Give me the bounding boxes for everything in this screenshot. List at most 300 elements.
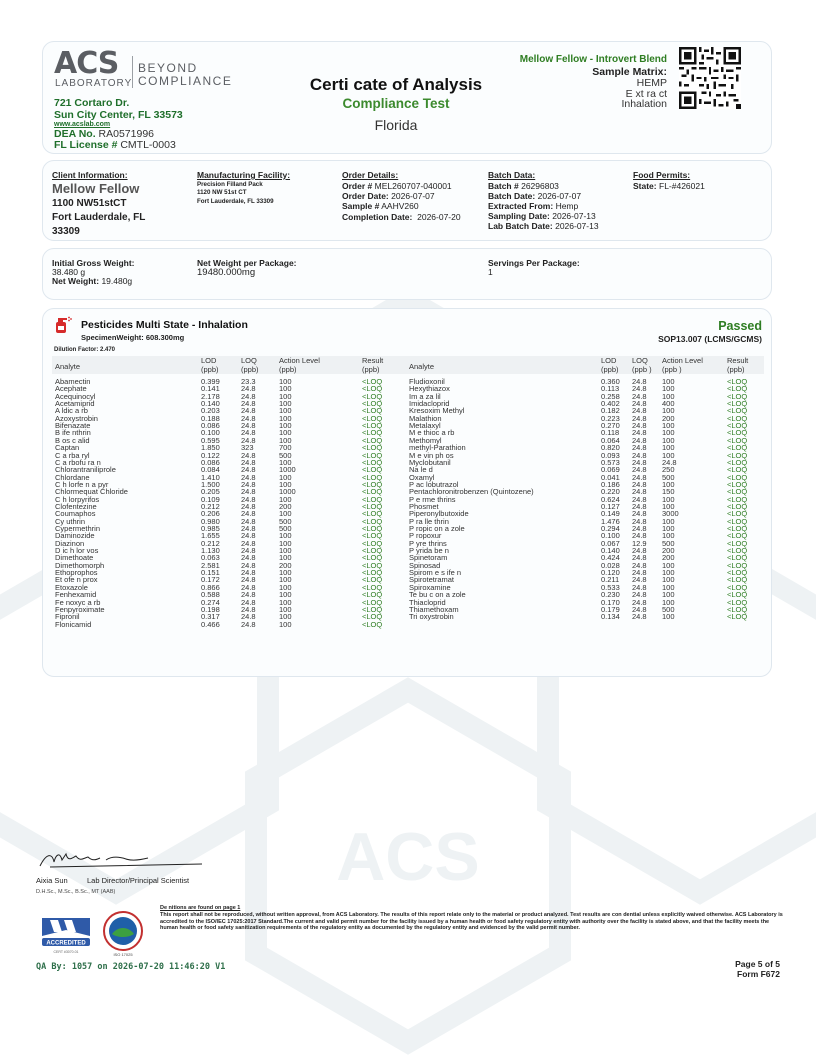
action-level-cell: 100 [662, 516, 675, 526]
loq-cell: 24.8 [241, 531, 256, 541]
table-row [0, 613, 816, 620]
weights-box [42, 248, 772, 300]
action-level-cell: 150 [662, 487, 675, 497]
result-cell: <LOQ [727, 384, 748, 394]
result-cell: <LOQ [727, 546, 748, 556]
analyte-cell: Fe noxyc a rb [55, 597, 101, 607]
loq-cell: 24.8 [241, 487, 256, 497]
lod-cell: 0.140 [601, 546, 620, 556]
table-row [0, 437, 816, 444]
loq-cell: 24.8 [241, 421, 256, 431]
action-level-cell: 100 [662, 384, 675, 394]
analyte-cell: B os c alid [55, 435, 90, 445]
analyte-cell: Malathion [409, 413, 442, 423]
result-cell: <LOQ [727, 501, 748, 511]
batch-date [488, 191, 581, 202]
sample-matrix-2: E xt ra ct [625, 88, 667, 100]
lod-cell: 0.317 [201, 612, 220, 622]
lod-cell: 0.866 [201, 582, 220, 592]
action-level-cell: 100 [662, 435, 675, 445]
loq-cell: 24.8 [632, 413, 647, 423]
dea-value: RA0571996 [98, 128, 155, 140]
client-address-3: 33309 [52, 226, 80, 237]
action-level-cell: 700 [279, 443, 292, 453]
result-cell: <LOQ [362, 450, 383, 460]
result-cell: <LOQ [727, 406, 748, 416]
loq-cell: 24.8 [241, 494, 256, 504]
analyte-cell: P yrida be n [409, 546, 449, 556]
client-heading: Client Information: [52, 170, 128, 180]
table-row [0, 400, 816, 407]
action-level-cell: 100 [662, 568, 675, 578]
result-cell: <LOQ [727, 472, 748, 482]
result-cell: <LOQ [727, 443, 748, 453]
loq-cell: 24.8 [241, 582, 256, 592]
action-level-cell: 100 [279, 494, 292, 504]
order-heading: Order Details: [342, 170, 399, 180]
result-cell: <LOQ [727, 560, 748, 570]
result-cell: <LOQ [362, 457, 383, 467]
loq-cell: 24.8 [632, 384, 647, 394]
lod-cell: 0.100 [201, 428, 220, 438]
signatory-name: Aixia Sun [36, 876, 68, 885]
loq-cell: 24.8 [241, 590, 256, 600]
result-cell: <LOQ [727, 597, 748, 607]
loq-cell: 24.8 [632, 604, 647, 614]
action-level-cell: 100 [662, 443, 675, 453]
result-cell: <LOQ [362, 413, 383, 423]
table-row [0, 518, 816, 525]
result-cell: <LOQ [362, 612, 383, 622]
lod-cell: 0.188 [201, 413, 220, 423]
sample-matrix-3: Inhalation [621, 98, 667, 110]
analyte-cell: Phosmet [409, 501, 439, 511]
loq-cell: 24.8 [241, 384, 256, 394]
loq-cell: 24.8 [632, 597, 647, 607]
lod-cell: 0.206 [201, 509, 220, 519]
form-number: Form F672 [737, 969, 780, 979]
analyte-cell: B ife nthrin [55, 428, 91, 438]
action-level-cell: 500 [662, 538, 675, 548]
loq-cell: 24.8 [241, 516, 256, 526]
analyte-cell: Fenpyroximate [55, 604, 105, 614]
analyte-cell: Kresoxim Methyl [409, 406, 465, 416]
result-cell: <LOQ [727, 428, 748, 438]
analyte-cell: Spiroxamine [409, 582, 451, 592]
state-name: Florida [374, 117, 418, 133]
table-row [0, 429, 816, 436]
table-row [0, 540, 816, 547]
order-number [342, 181, 452, 192]
lab-batch-date [488, 221, 599, 232]
lod-cell: 0.203 [201, 406, 220, 416]
action-level-cell: 24.8 [662, 457, 677, 467]
lod-cell: 0.424 [601, 553, 620, 563]
analyte-cell: Chlorantraniliprole [55, 465, 116, 475]
action-level-cell: 100 [279, 546, 292, 556]
analyte-cell: Hexythiazox [409, 384, 450, 394]
loq-cell: 24.8 [241, 568, 256, 578]
net-weight-label: Net Weight: [52, 276, 100, 286]
analyte-cell: Acequinocyl [55, 391, 96, 401]
lod-cell: 0.270 [601, 421, 620, 431]
loq-cell: 24.8 [241, 406, 256, 416]
action-level-cell: 100 [279, 575, 292, 585]
table-row [0, 525, 816, 532]
loq-cell: 24.8 [632, 472, 647, 482]
analyte-cell: Acephate [55, 384, 87, 394]
signature-image [36, 848, 206, 872]
lod-cell: 0.028 [601, 560, 620, 570]
table-row [0, 584, 816, 591]
action-level-cell: 200 [662, 546, 675, 556]
loq-cell: 323 [241, 443, 254, 453]
result-cell: <LOQ [362, 406, 383, 416]
specimen-weight: SpecimenWeight: 608.300mg [81, 333, 185, 342]
loq-cell: 24.8 [241, 597, 256, 607]
analyte-cell: Chlormequat Chloride [55, 487, 128, 497]
result-cell: <LOQ [362, 501, 383, 511]
analyte-cell: Dimethoate [55, 553, 94, 563]
table-row [0, 554, 816, 561]
lod-cell: 2.178 [201, 391, 220, 401]
analyte-cell: P ropoxur [409, 531, 442, 541]
manufacturing-line-2: 1120 NW 51st CT [197, 189, 247, 196]
analyte-cell: Thiamethoxam [409, 604, 459, 614]
order-date-label: Order Date: [342, 191, 389, 201]
analyte-cell: Na le d [409, 465, 433, 475]
analyte-cell: Clofentezine [55, 501, 97, 511]
action-level-cell: 100 [279, 538, 292, 548]
table-header-row [52, 356, 764, 374]
action-level-cell: 100 [279, 612, 292, 622]
action-level-cell: 200 [662, 553, 675, 563]
result-cell: <LOQ [362, 509, 383, 519]
lod-cell: 0.118 [601, 428, 620, 438]
lod-cell: 0.533 [601, 582, 620, 592]
lod-cell: 0.120 [601, 568, 620, 578]
action-level-cell: 500 [662, 604, 675, 614]
col-result-left-label: Result [362, 356, 384, 365]
lod-cell: 0.084 [201, 465, 220, 475]
lod-cell: 0.595 [201, 435, 220, 445]
analyte-cell: Dimethomorph [55, 560, 105, 570]
loq-cell: 24.8 [632, 435, 647, 445]
per-package-value: 19480.000mg [197, 267, 256, 278]
table-row [0, 466, 816, 473]
qr-code[interactable] [679, 47, 741, 109]
loq-cell: 24.8 [241, 575, 256, 585]
action-level-cell: 100 [662, 590, 675, 600]
result-cell: <LOQ [727, 582, 748, 592]
lab-website-link[interactable]: www.acslab.com [54, 121, 111, 128]
lab-batch-date-value: 2026-07-13 [555, 221, 599, 231]
action-level-cell: 100 [279, 406, 292, 416]
lod-cell: 0.109 [201, 494, 220, 504]
table-row [0, 591, 816, 598]
analyte-cell: P e rme thrins [409, 494, 456, 504]
result-cell: <LOQ [727, 524, 748, 533]
loq-cell: 24.8 [632, 553, 647, 563]
result-cell: <LOQ [362, 575, 383, 585]
action-level-cell: 200 [279, 501, 292, 511]
dilution-factor: Dilution Factor: 2.470 [54, 347, 116, 353]
analyte-cell: C a rbofu ra n [55, 457, 101, 467]
action-level-cell: 100 [279, 428, 292, 438]
result-cell: <LOQ [362, 524, 383, 533]
col-loq-left-label: LOQ [241, 356, 257, 365]
logo-tag-1: BEYOND [138, 61, 198, 75]
lod-cell: 0.258 [601, 391, 620, 401]
result-cell: <LOQ [727, 391, 748, 401]
result-cell: <LOQ [727, 516, 748, 526]
analyte-cell: P ac lobutrazol [409, 479, 459, 489]
servings-label [488, 258, 580, 269]
analyte-cell: Etoxazole [55, 582, 88, 592]
license-value: CMTL-0003 [120, 139, 176, 151]
lod-cell: 0.086 [201, 421, 220, 431]
analyte-cell: Azoxystrobin [55, 413, 98, 423]
loq-cell: 24.8 [632, 575, 647, 585]
action-level-cell: 100 [279, 604, 292, 614]
qa-stamp: QA By: 1057 on 2026-07-20 11:46:20 V1 [36, 962, 226, 972]
result-cell: <LOQ [362, 487, 383, 497]
col-lod-right [601, 357, 619, 374]
analyte-cell: Metalaxyl [409, 421, 441, 431]
lod-cell: 0.985 [201, 524, 220, 533]
analyte-cell: Im a za lil [409, 391, 441, 401]
logo-main: ACS [54, 46, 119, 81]
loq-cell: 24.8 [241, 509, 256, 519]
action-level-cell: 100 [279, 377, 292, 386]
table-row [0, 378, 816, 385]
loq-cell: 24.8 [632, 465, 647, 475]
net-weight-value: 19.480g [101, 276, 133, 286]
action-level-cell: 100 [662, 501, 675, 511]
analyte-cell: Tri oxystrobin [409, 612, 454, 622]
pesticides-status-badge: Passed [718, 319, 762, 333]
table-row [0, 452, 816, 459]
col-loq-right-label: LOQ [632, 356, 648, 365]
result-cell: <LOQ [362, 443, 383, 453]
lod-cell: 0.113 [601, 384, 620, 394]
loq-cell: 24.8 [632, 428, 647, 438]
action-level-cell: 100 [662, 575, 675, 585]
result-cell: <LOQ [362, 531, 383, 541]
loq-cell: 24.8 [632, 450, 647, 460]
table-row [0, 621, 816, 628]
logo-tag-2: COMPLIANCE [138, 74, 233, 88]
analyte-cell: Daminozide [55, 531, 95, 541]
loq-cell: 24.8 [632, 612, 647, 622]
col-lod-right-label: LOD [601, 356, 617, 365]
pesticides-title: Pesticides Multi State - Inhalation [81, 319, 248, 331]
logo-sub: LABORATORY [55, 78, 133, 89]
result-cell: <LOQ [727, 399, 748, 409]
lod-cell: 0.041 [601, 472, 620, 482]
lod-cell: 1.850 [201, 443, 220, 453]
loq-cell: 12.9 [632, 538, 647, 548]
state-permit-value: FL-#426021 [659, 181, 705, 191]
lod-cell: 0.127 [601, 501, 620, 511]
table-row [0, 496, 816, 503]
action-level-cell: 100 [279, 582, 292, 592]
action-level-cell: 100 [662, 377, 675, 386]
col-analyte-right: Analyte [409, 362, 435, 371]
lod-cell: 1.130 [201, 546, 220, 556]
lod-cell: 0.212 [201, 501, 220, 511]
order-number-label: Order # [342, 181, 373, 191]
loq-cell: 24.8 [632, 531, 647, 541]
lod-cell: 0.220 [601, 487, 620, 497]
analyte-cell: Ethoprophos [55, 568, 98, 578]
action-level-cell: 100 [279, 509, 292, 519]
lab-address-1: 721 Cortaro Dr. [54, 97, 130, 109]
col-analyte-left: Analyte [55, 362, 81, 371]
result-cell: <LOQ [727, 575, 748, 585]
loq-cell: 24.8 [241, 457, 256, 467]
loq-cell: 24.8 [241, 465, 256, 475]
analyte-cell: Cy uthrin [55, 516, 86, 526]
action-level-cell: 250 [662, 465, 675, 475]
result-cell: <LOQ [362, 377, 383, 386]
lod-cell: 0.170 [601, 597, 620, 607]
loq-cell: 24.8 [241, 604, 256, 614]
action-level-cell: 1000 [279, 465, 296, 475]
lod-cell: 0.274 [201, 597, 220, 607]
page-subtitle: Compliance Test [342, 96, 450, 111]
analyte-cell: Fipronil [55, 612, 80, 622]
lod-cell: 1.476 [601, 516, 620, 526]
lod-cell: 1.500 [201, 479, 220, 489]
page-number: Page 5 of 5 [735, 959, 780, 969]
action-level-cell: 1000 [279, 487, 296, 497]
license-label: FL License # [54, 139, 118, 151]
analyte-cell: Coumaphos [55, 509, 96, 519]
batch-heading: Batch Data: [488, 170, 536, 180]
analyte-cell: Flonicamid [55, 619, 92, 629]
analyte-cell: Acetamiprid [55, 399, 95, 409]
result-cell: <LOQ [362, 479, 383, 489]
loq-cell: 24.8 [632, 582, 647, 592]
action-level-cell: 100 [662, 428, 675, 438]
result-cell: <LOQ [362, 428, 383, 438]
table-row [0, 606, 816, 613]
product-name: Mellow Fellow - Introvert Blend [519, 54, 667, 65]
lod-cell: 0.230 [601, 590, 620, 600]
order-number-value: MEL260707-040001 [374, 181, 452, 191]
analyte-cell: C h lorfe n a pyr [55, 479, 109, 489]
analyte-cell: C h lorpyrifos [55, 494, 100, 504]
lod-cell: 2.581 [201, 560, 220, 570]
loq-cell: 24.8 [241, 428, 256, 438]
batch-date-value: 2026-07-07 [537, 191, 582, 201]
lod-cell: 0.186 [601, 479, 620, 489]
lod-cell: 0.149 [601, 509, 620, 519]
lod-cell: 0.067 [601, 538, 620, 548]
loq-cell: 24.8 [632, 443, 647, 453]
col-loq-right [632, 357, 652, 374]
signatory-credentials: D.H.Sc., M.Sc., B.Sc., MT (AAB) [36, 889, 116, 895]
lod-cell: 0.980 [201, 516, 220, 526]
loq-cell: 24.8 [632, 421, 647, 431]
lod-cell: 1.410 [201, 472, 220, 482]
lod-cell: 0.141 [201, 384, 220, 394]
lod-cell: 0.399 [201, 377, 220, 386]
result-cell: <LOQ [362, 546, 383, 556]
action-level-cell: 100 [279, 479, 292, 489]
iso-text: ISO 17025 [113, 952, 133, 957]
sampling-date [488, 211, 596, 222]
action-level-cell: 100 [662, 560, 675, 570]
accredited-text: ACCREDITED [46, 940, 86, 947]
lod-cell: 0.122 [201, 450, 220, 460]
analyte-cell: D ic h lor vos [55, 546, 99, 556]
action-level-cell: 100 [279, 619, 292, 629]
result-cell: <LOQ [362, 435, 383, 445]
loq-cell: 24.8 [632, 479, 647, 489]
lab-address-2: Sun City Center, FL 33573 [54, 109, 183, 121]
dea-label: DEA No. [54, 128, 96, 140]
loq-cell: 24.8 [632, 406, 647, 416]
gross-weight-label-text: Initial Gross Weight: [52, 258, 135, 268]
lod-cell: 0.205 [201, 487, 220, 497]
iso-seal-icon [102, 910, 144, 958]
cert-text: CERT #3070.01 [53, 950, 79, 954]
result-cell: <LOQ [362, 384, 383, 394]
table-row [0, 481, 816, 488]
action-level-cell: 100 [662, 524, 675, 533]
result-cell: <LOQ [727, 590, 748, 600]
lod-cell: 0.179 [601, 604, 620, 614]
table-row [0, 532, 816, 539]
loq-cell: 24.8 [241, 553, 256, 563]
loq-cell: 24.8 [632, 399, 647, 409]
col-action-right-unit: (ppb ) [662, 364, 682, 374]
action-level-cell: 500 [662, 472, 675, 482]
col-loq-left [241, 357, 259, 374]
sample-matrix-label: Sample Matrix: [592, 66, 667, 78]
net-weight [52, 276, 132, 287]
lod-cell: 1.655 [201, 531, 220, 541]
table-row [0, 385, 816, 392]
sampling-date-value: 2026-07-13 [552, 211, 596, 221]
analyte-cell: Et ofe n prox [55, 575, 98, 585]
lod-cell: 0.820 [601, 443, 620, 453]
lod-cell: 0.134 [601, 612, 620, 622]
lod-cell: 0.588 [201, 590, 220, 600]
result-cell: <LOQ [362, 538, 383, 548]
manufacturing-heading: Manufacturing Facility: [197, 170, 291, 180]
col-lod-left [201, 357, 219, 374]
action-level-cell: 100 [279, 568, 292, 578]
analyte-cell: Chlordane [55, 472, 90, 482]
batch-number-label: Batch # [488, 181, 519, 191]
table-row [0, 503, 816, 510]
client-address-2: Fort Lauderdale, FL [52, 212, 146, 223]
acs-logo [54, 46, 234, 92]
loq-cell: 24.8 [241, 435, 256, 445]
action-level-cell: 500 [279, 450, 292, 460]
order-date-value: 2026-07-07 [391, 191, 435, 201]
fl-license [54, 139, 176, 151]
action-level-cell: 200 [662, 413, 675, 423]
analyte-cell: Pentachloronitrobenzen (Quintozene) [409, 487, 534, 497]
loq-cell: 24.8 [632, 524, 647, 533]
analyte-cell: Captan [55, 443, 80, 453]
extracted-from-value: Hemp [555, 201, 579, 211]
lod-cell: 0.294 [601, 524, 620, 533]
